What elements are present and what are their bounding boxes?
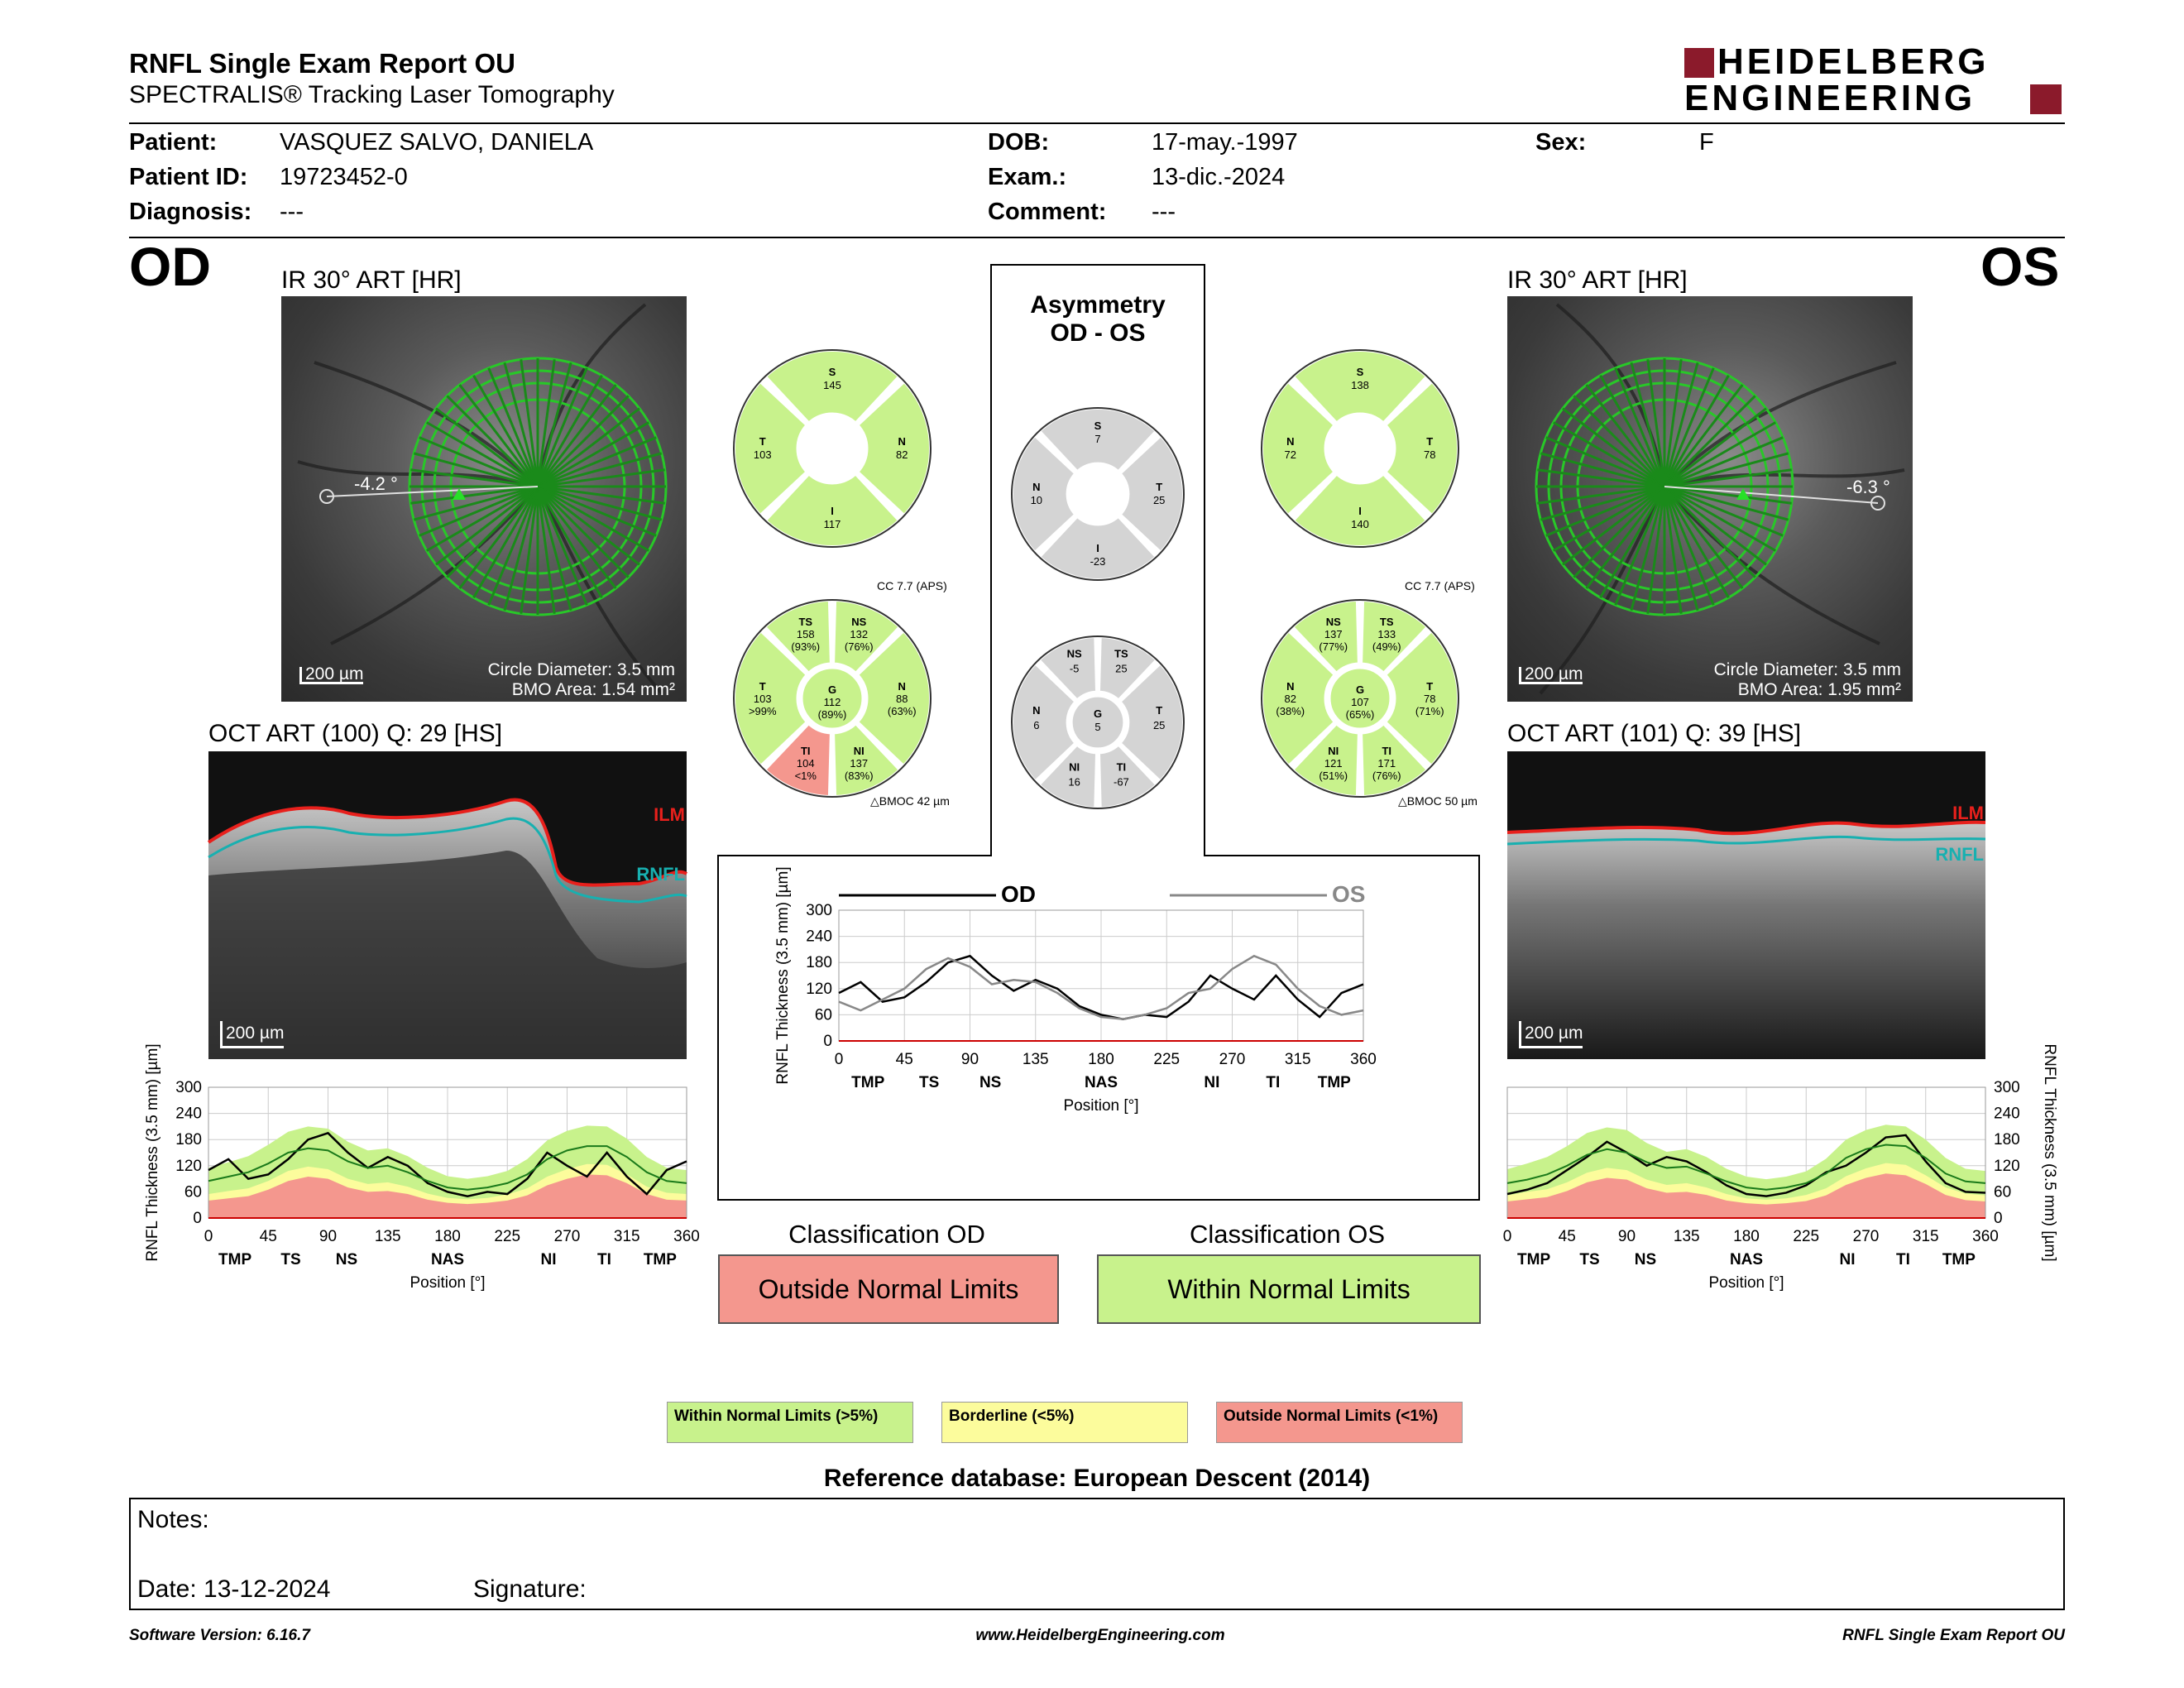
sector-label-N: N [898,435,906,448]
sector-label-TS: TS [1114,647,1128,660]
od-oct-scale: 200 µm [220,1021,284,1048]
sex-value: F [1699,129,1714,156]
sector-value-T: 78 [1424,448,1436,461]
report-title: RNFL Single Exam Report OU [129,48,515,79]
classification-od-box: Outside Normal Limits [718,1254,1059,1324]
sector-value-T: 103 [753,448,772,461]
sector-value-NI: 16 [1068,775,1080,789]
y-tick-label: 120 [175,1157,202,1175]
sector-percentile-NI: (83%) [844,769,874,782]
os-ir-title: IR 30° ART [HR] [1507,266,1688,294]
diagnosis-label: Diagnosis: [129,199,252,225]
od-angle: -4.2 ° [354,473,398,494]
x-tick-label: 225 [1793,1228,1820,1245]
region-label: TMP [1942,1251,1976,1268]
comment-value: --- [1152,199,1176,225]
classification-os-box: Within Normal Limits [1097,1254,1481,1324]
sector-label-T: T [759,435,766,448]
x-tick-label: 45 [895,1051,913,1068]
notes-signature: Signature: [473,1575,587,1603]
sector-label-N: N [1032,704,1041,717]
sector-value-T: 25 [1152,494,1166,506]
sector-label-I: I [1358,505,1362,518]
sector-value-T: 103 [753,693,772,705]
os-sector-diagram [1259,597,1461,799]
sector-value-TS: 25 [1115,662,1128,675]
sector-percentile-T: (71%) [1415,705,1444,717]
region-label: TS [1579,1251,1600,1268]
sector-label-N: N [898,680,906,693]
patient-value: VASQUEZ SALVO, DANIELA [280,129,594,156]
os-oct-title: OCT ART (101) Q: 39 [HS] [1507,720,1802,747]
sector-percentile-NI: (51%) [1319,769,1348,782]
x-tick-label: 0 [834,1051,844,1068]
region-label: NS [335,1251,358,1268]
sector-value-T: 25 [1152,719,1166,731]
sector-label-N: N [1286,680,1295,693]
region-label: NS [1634,1251,1657,1268]
sector-label-S: S [1094,419,1102,432]
x-tick-label: 315 [1912,1228,1939,1245]
region-label: NI [1204,1074,1220,1091]
os-cc-label: CC 7.7 (APS) [1405,579,1475,592]
sector-value-NS: 137 [1324,628,1343,641]
x-tick-label: 135 [1673,1228,1700,1245]
sector-label-N: N [1032,481,1041,493]
sector-label-NI: NI [1069,760,1080,774]
asymmetry-title-line1: Asymmetry [1030,291,1166,319]
sector-label-NS: NS [1325,616,1341,629]
y-axis-label: RNFL Thickness (3.5 mm) [µm] [774,866,792,1085]
exam-label: Exam.: [988,164,1067,190]
sector-value-I: 117 [823,518,841,531]
sector-label-I: I [831,505,834,518]
sector-label-NI: NI [1328,744,1339,757]
x-tick-label: 270 [1852,1228,1880,1245]
od-eye-label: OD [129,236,211,297]
sector-value-S: 138 [1351,378,1369,391]
sector-label-S: S [828,365,836,378]
sector-percentile-T: >99% [748,705,777,717]
asymmetry-title [991,291,1205,348]
x-tick-label: 90 [960,1051,979,1068]
sector-value-T: 78 [1424,693,1436,705]
sector-value-G: 107 [1351,696,1369,708]
sector-label-G: G [827,683,837,696]
footer-report: RNFL Single Exam Report OU [1842,1627,2065,1644]
region-label: TS [919,1074,940,1091]
sector-label-T: T [1426,435,1434,448]
sector-label-TI: TI [1382,744,1392,757]
sector-label-T: T [759,680,766,693]
asymmetry-title-line2: OD - OS [1050,319,1146,347]
y-tick-label: 0 [823,1033,832,1050]
sector-label-NS: NS [851,616,867,629]
y-axis-label: RNFL Thickness (3.5 mm) [µm] [144,1043,161,1262]
y-tick-label: 180 [1994,1131,2020,1149]
od-rnfl-label: RNFL [636,864,685,885]
sector-label-T: T [1156,481,1163,493]
region-label: TI [1896,1251,1910,1268]
sector-label-TI: TI [800,744,811,757]
y-tick-label: 240 [175,1105,202,1123]
notes-label: Notes: [137,1506,209,1533]
x-axis-label: Position [°] [1063,1097,1139,1115]
report-subtitle: SPECTRALIS® Tracking Laser Tomography [129,81,615,108]
legend-od-label: OD [1001,881,1036,907]
diagnosis-value: --- [280,199,304,225]
sector-label-G: G [1355,683,1365,696]
od-ir-title: IR 30° ART [HR] [281,266,462,294]
sector-value-G: 112 [823,696,841,708]
asymmetry-rnfl-chart [761,866,1377,1134]
dob-value: 17-may.-1997 [1152,129,1298,156]
sector-value-TS: 133 [1377,628,1396,641]
sector-label-I: I [1096,542,1099,555]
classification-os-title: Classification OS [1189,1220,1386,1249]
y-tick-label: 120 [1994,1157,2020,1175]
sector-value-NI: 137 [850,756,869,770]
od-rnfl-chart [132,1043,703,1316]
x-tick-label: 45 [1558,1228,1576,1245]
y-axis-label: RNFL Thickness (3.5 mm) [µm] [2041,1043,2058,1262]
region-label: TI [1266,1074,1281,1091]
os-angle: -6.3 ° [1846,477,1890,497]
sector-value-S: 145 [823,378,841,391]
sector-percentile-N: (38%) [1276,705,1305,717]
comment-label: Comment: [988,199,1107,225]
od-quadrant-diagram [731,348,933,549]
os-oct-scale: 200 µm [1519,1021,1583,1048]
sector-value-TI: 171 [1377,756,1396,770]
sector-value-TI: -67 [1113,775,1129,789]
x-tick-label: 45 [259,1228,277,1245]
sector-value-N: 88 [896,693,908,705]
legend-within: Within Normal Limits (>5%) [667,1402,913,1443]
od-bmoc-value: BMOC 42 µm [879,794,950,808]
sector-percentile-TI: <1% [794,769,817,782]
sector-percentile-G: (89%) [817,708,847,721]
sector-percentile-NS: (77%) [1319,640,1348,654]
sector-label-TS: TS [798,616,813,629]
region-label: NAS [430,1251,465,1268]
sector-label-TI: TI [1116,760,1127,774]
sector-label-NI: NI [853,744,864,757]
sector-label-NS: NS [1066,647,1082,660]
y-tick-label: 300 [1994,1079,2020,1096]
sector-value-G: 5 [1094,721,1101,733]
sector-percentile-TS: (49%) [1372,640,1401,654]
region-label: TMP [218,1251,252,1268]
od-sector-diagram [731,597,933,799]
y-tick-label: 240 [1994,1105,2020,1123]
sector-percentile-G: (65%) [1345,708,1375,721]
region-label: NI [1839,1251,1856,1268]
x-tick-label: 0 [204,1228,213,1245]
os-bmoc-label: △BMOC 50 µm [1398,794,1478,808]
sector-percentile-TI: (76%) [1372,769,1401,782]
y-tick-label: 60 [184,1183,202,1201]
region-label: TMP [851,1074,885,1091]
sector-label-T: T [1156,704,1163,717]
y-tick-label: 300 [175,1079,202,1096]
sector-label-N: N [1286,435,1295,448]
x-tick-label: 90 [1617,1228,1636,1245]
x-tick-label: 180 [434,1228,461,1245]
x-tick-label: 270 [553,1228,581,1245]
y-tick-label: 0 [193,1210,202,1227]
reference-database: Reference database: European Descent (2014) [823,1465,1371,1492]
od-oct-title: OCT ART (100) Q: 29 [HS] [208,720,503,747]
classification-od-title: Classification OD [788,1220,985,1249]
x-tick-label: 0 [1502,1228,1512,1245]
os-eye-label: OS [1980,236,2060,297]
od-ilm-label: ILM [654,804,685,825]
logo-line2: ENGINEERING [1684,78,1976,118]
x-tick-label: 225 [494,1228,521,1245]
sector-value-TS: 158 [796,628,815,641]
x-axis-label: Position [°] [1708,1274,1784,1292]
x-tick-label: 315 [1284,1051,1311,1068]
x-tick-label: 135 [374,1228,401,1245]
y-tick-label: 180 [806,954,832,972]
os-scale-bar: 200 µm [1519,667,1583,684]
sector-value-N: 82 [896,448,908,461]
sector-value-I: -23 [1090,555,1106,568]
region-label: NS [979,1074,1002,1091]
sector-percentile-TS: (93%) [791,640,821,654]
legend-outside: Outside Normal Limits (<1%) [1216,1402,1463,1443]
sector-label-TS: TS [1379,616,1394,629]
sector-label-T: T [1426,680,1434,693]
legend-os-label: OS [1332,881,1366,907]
x-tick-label: 90 [318,1228,338,1245]
sector-label-S: S [1356,365,1364,378]
y-tick-label: 240 [806,928,832,946]
asymmetry-sector-diagram [1009,634,1186,811]
od-bmo-area: BMO Area: 1.54 mm² [511,680,675,699]
os-circle-diameter: Circle Diameter: 3.5 mm [1713,660,1901,679]
sector-value-I: 140 [1351,518,1369,531]
region-label: TI [597,1251,611,1268]
x-tick-label: 360 [1350,1051,1377,1068]
region-label: TMP [643,1251,677,1268]
notes-box [129,1498,2065,1610]
footer-website[interactable]: www.HeidelbergEngineering.com [975,1627,1225,1644]
patient-label: Patient: [129,129,218,156]
od-circle-diameter: Circle Diameter: 3.5 mm [487,660,675,679]
sector-value-TI: 104 [796,756,815,770]
x-tick-label: 180 [1733,1228,1760,1245]
footer-software: Software Version: 6.16.7 [129,1627,310,1644]
asymmetry-quadrant-diagram [1009,405,1186,583]
x-tick-label: 360 [673,1228,700,1245]
os-rnfl-chart [1497,1043,2068,1316]
sex-label: Sex: [1535,129,1587,156]
sector-percentile-N: (63%) [887,705,917,717]
dob-label: DOB: [988,129,1050,156]
sector-value-NI: 121 [1324,756,1343,770]
patient-id-value: 19723452-0 [280,164,408,190]
od-bmoc-label: △BMOC 42 µm [870,794,950,808]
y-tick-label: 60 [814,1006,832,1024]
x-tick-label: 360 [1972,1228,1999,1245]
od-cc-label: CC 7.7 (APS) [877,579,947,592]
x-tick-label: 135 [1022,1051,1049,1068]
y-tick-label: 180 [175,1131,202,1149]
os-rnfl-label: RNFL [1935,844,1984,865]
region-label: TS [280,1251,301,1268]
x-axis-label: Position [°] [410,1274,486,1292]
region-label: NAS [1084,1074,1118,1091]
region-label: TMP [1317,1074,1351,1091]
os-quadrant-diagram [1259,348,1461,549]
legend-borderline: Borderline (<5%) [941,1402,1188,1443]
y-tick-label: 60 [1994,1183,2012,1201]
y-tick-label: 0 [1994,1210,2003,1227]
os-bmo-area: BMO Area: 1.95 mm² [1737,680,1901,699]
os-ilm-label: ILM [1952,803,1984,823]
region-label: NI [540,1251,557,1268]
y-tick-label: 120 [806,980,832,998]
sector-label-G: G [1093,707,1103,720]
sector-value-NS: -5 [1069,662,1080,675]
exam-value: 13-dic.-2024 [1152,164,1286,190]
x-tick-label: 180 [1088,1051,1114,1068]
y-tick-label: 300 [806,902,832,919]
os-bmoc-value: BMOC 50 µm [1406,794,1478,808]
notes-date: Date: 13-12-2024 [137,1575,331,1603]
sector-percentile-NS: (76%) [844,640,874,654]
od-scale-bar: 200 µm [299,667,363,684]
sector-value-N: 82 [1284,693,1296,705]
region-label: NAS [1729,1251,1764,1268]
region-label: TMP [1517,1251,1551,1268]
sector-value-N: 10 [1030,494,1043,506]
x-tick-label: 270 [1219,1051,1246,1068]
x-tick-label: 225 [1153,1051,1181,1068]
patient-id-label: Patient ID: [129,164,248,190]
logo-line1: HEIDELBERG [1717,41,1990,82]
sector-value-N: 72 [1284,448,1296,461]
sector-value-N: 6 [1033,719,1040,731]
x-tick-label: 315 [613,1228,640,1245]
sector-value-S: 7 [1094,432,1101,445]
sector-value-NS: 132 [850,628,869,641]
